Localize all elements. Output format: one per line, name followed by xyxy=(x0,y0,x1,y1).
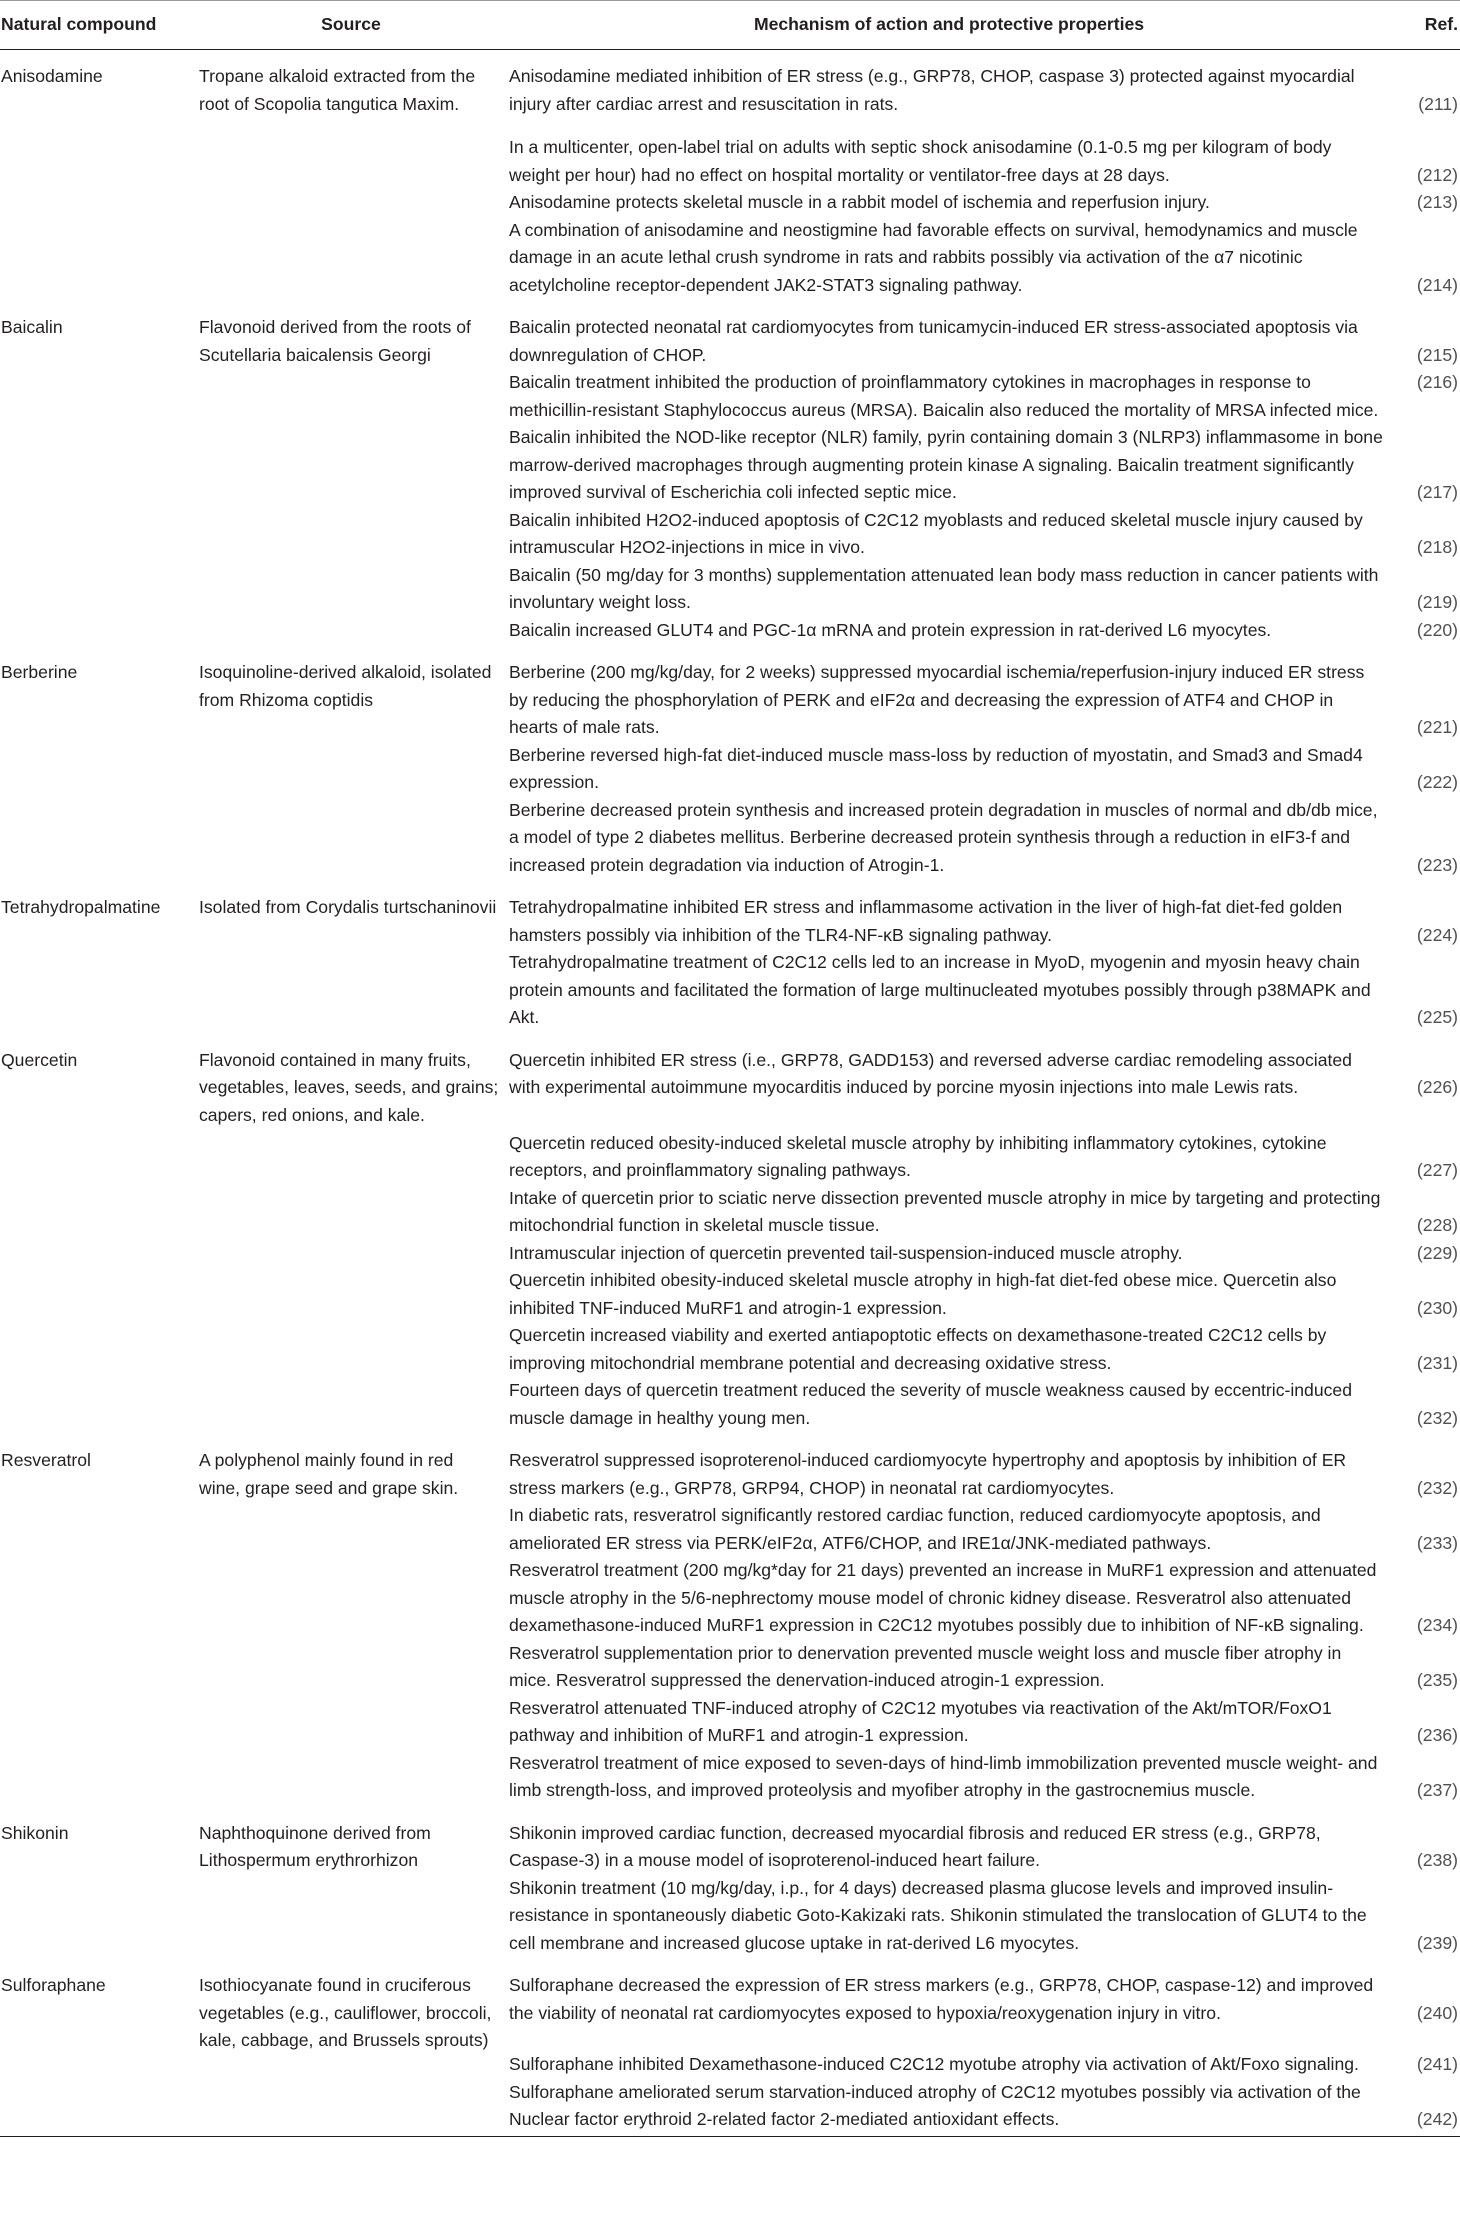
header-row xyxy=(0,1,1460,50)
reference-number: (216) xyxy=(1416,372,1458,392)
mechanism-text: Resveratrol attenuated TNF-induced atrophy of C2C12 myotubes via reactivation of the Akt/mTOR/FoxO1 pathway and inhibition of MuRF1 and atrogin-1 expression. xyxy=(509,1697,1332,1745)
mechanism-text: Berberine decreased protein synthesis and increased protein degradation in muscles of normal and db/db mice, a model of type 2 diabetes mellitus. Berberine decreased protein synthesis through a reduction in eIF3-f and increased protein degradation via induction of Atrogin-1. xyxy=(509,799,1378,875)
mechanism-text: Tetrahydropalmatine treatment of C2C12 cells led to an increase in MyoD, myogenin and myosin heavy chain protein amounts and facilitated the formation of large multinucleated myotubes possibly through p38MAPK and Akt. xyxy=(509,952,1371,1027)
mechanism-entry xyxy=(509,314,1460,369)
mechanism-entry xyxy=(509,424,1460,507)
header-mechanism: Mechanism of action and protective properties xyxy=(753,14,1145,35)
reference-number: (218) xyxy=(1416,537,1458,557)
table-row xyxy=(0,881,1460,1034)
mechanism-text: Sulforaphane decreased the expression of ER stress markers (e.g., GRP78, CHOP, caspase-12) and improved the viability of neonatal rat cardiomyocytes exposed to hypoxia/reoxygenation injury in vitro. xyxy=(509,1975,1374,2023)
mechanism-cell xyxy=(509,1807,1460,1960)
mechanism-entry xyxy=(509,63,1460,118)
reference-number: (240) xyxy=(1416,2002,1458,2023)
compound-source: Isothiocyanate found in cruciferous vegetables (e.g., cauliflower, broccoli, kale, cabbage, and Brussels sprouts) xyxy=(193,1959,509,2136)
mechanism-entry xyxy=(509,1820,1460,1875)
table-body xyxy=(0,50,1460,2137)
compound-source: Isoquinoline-derived alkaloid, isolated from Rhizoma coptidis xyxy=(199,662,492,710)
reference-number: (214) xyxy=(1416,274,1458,295)
mechanism-entry xyxy=(509,742,1460,797)
reference-number: (211) xyxy=(1418,93,1458,114)
reference-number: (221) xyxy=(1416,717,1458,737)
mechanism-entry xyxy=(509,1322,1460,1377)
mechanism-text: Sulforaphane ameliorated serum starvation-induced atrophy of C2C12 myotubes possibly via activation of the Nuclear factor erythroid 2-related factor 2-mediated antioxidant effects. xyxy=(509,2081,1361,2129)
mechanism-entry xyxy=(509,2079,1460,2134)
reference-number: (238) xyxy=(1416,1850,1458,1870)
reference-number: (217) xyxy=(1416,482,1458,502)
table-row xyxy=(0,301,1460,646)
mechanism-text: Fourteen days of quercetin treatment reduced the severity of muscle weakness caused by eccentric-induced muscle damage in healthy young men. xyxy=(509,1380,1352,1428)
mechanism-text: Baicalin (50 mg/day for 3 months) supplementation attenuated lean body mass reduction in cancer patients with involuntary weight loss. xyxy=(509,564,1379,612)
table-row xyxy=(0,646,1460,881)
table-row xyxy=(0,1807,1460,1960)
mechanism-text: Quercetin reduced obesity-induced skeletal muscle atrophy by inhibiting inflammatory cytokines, cytokine receptors, and proinflammatory signaling pathways. xyxy=(509,1132,1327,1180)
mechanism-cell xyxy=(509,1959,1460,2136)
reference-number: (229) xyxy=(1416,1242,1458,1263)
table-row xyxy=(0,1434,1460,1807)
mechanism-text: Tetrahydropalmatine inhibited ER stress and inflammasome activation in the liver of high-fat diet-fed golden hamsters possibly via inhibition of the TLR4-NF-κB signaling pathway. xyxy=(509,897,1343,945)
compound-source: Isolated from Corydalis turtschaninovii xyxy=(199,897,497,917)
compound-name: Resveratrol xyxy=(1,1450,91,1470)
reference-number: (226) xyxy=(1416,1077,1458,1097)
mechanism-entry xyxy=(509,507,1460,562)
reference-number: (234) xyxy=(1416,1615,1458,1635)
table-header xyxy=(0,1,1460,50)
mechanism-entry xyxy=(509,1557,1460,1640)
mechanism-entry xyxy=(509,894,1460,949)
mechanism-entry xyxy=(509,369,1460,424)
mechanism-cell xyxy=(509,646,1460,881)
mechanism-text: Intake of quercetin prior to sciatic nerve dissection prevented muscle atrophy in mice by targeting and protecting mitochondrial function in skeletal muscle tissue. xyxy=(509,1187,1381,1235)
mechanism-entry xyxy=(509,2051,1460,2079)
mechanism-text: Resveratrol suppressed isoproterenol-induced cardiomyocyte hypertrophy and apoptosis by inhibition of ER stress markers (e.g., GRP78, GRP94, CHOP) in neonatal rat cardiomyocytes. xyxy=(509,1450,1347,1498)
compound-name: Anisodamine xyxy=(1,66,103,86)
header-ref: Ref. xyxy=(1424,14,1458,35)
mechanism-text: Intramuscular injection of quercetin prevented tail-suspension-induced muscle atrophy. xyxy=(509,1242,1183,1263)
table-row xyxy=(0,50,1460,302)
mechanism-entry xyxy=(509,1267,1460,1322)
mechanism-text: Resveratrol treatment (200 mg/kg*day for 21 days) prevented an increase in MuRF1 expression and attenuated muscle atrophy in the 5/6-nephrectomy mouse model of chronic kidney disease. Resveratrol also attenuated dexamethasone-induced MuRF1 expression in C2C12 myotubes possibly due to inhibition of NF-κB signaling. xyxy=(509,1560,1377,1635)
mechanism-entry xyxy=(509,217,1460,300)
mechanism-cell xyxy=(509,881,1460,1034)
mechanism-entry xyxy=(509,1130,1460,1185)
mechanism-entry xyxy=(509,1695,1460,1750)
reference-number: (220) xyxy=(1416,619,1458,640)
mechanism-entry xyxy=(509,1047,1460,1102)
mechanism-entry xyxy=(509,1640,1460,1695)
mechanism-text: Quercetin inhibited obesity-induced skeletal muscle atrophy in high-fat diet-fed obese mice. Quercetin also inhibited TNF-induced MuRF1 and atrogin-1 expression. xyxy=(509,1270,1337,1318)
reference-number: (230) xyxy=(1416,1297,1458,1318)
mechanism-entry xyxy=(509,134,1460,189)
mechanism-entry xyxy=(509,659,1460,742)
mechanism-entry xyxy=(509,797,1460,880)
mechanism-text: Baicalin inhibited H2O2-induced apoptosis of C2C12 myoblasts and reduced skeletal muscle injury caused by intramuscular H2O2-injections in mice in vivo. xyxy=(509,509,1363,557)
mechanism-entry xyxy=(509,1447,1460,1502)
mechanism-entry xyxy=(509,1750,1460,1805)
reference-number: (241) xyxy=(1416,2054,1458,2074)
mechanism-text: Baicalin protected neonatal rat cardiomyocytes from tunicamycin-induced ER stress-associated apoptosis via downregulation of CHOP. xyxy=(509,317,1358,365)
reference-number: (219) xyxy=(1416,592,1458,612)
mechanism-entry xyxy=(509,1875,1460,1958)
mechanism-entry xyxy=(509,1377,1460,1432)
reference-number: (237) xyxy=(1416,1780,1458,1800)
mechanism-entry xyxy=(509,949,1460,1032)
compound-name: Tetrahydropalmatine xyxy=(1,897,161,917)
mechanism-entry xyxy=(509,562,1460,617)
reference-number: (225) xyxy=(1416,1007,1458,1027)
mechanism-entry xyxy=(509,1240,1460,1268)
mechanism-text: Baicalin inhibited the NOD-like receptor (NLR) family, pyrin containing domain 3 (NLRP3) inflammasome in bone marrow-derived macrophages through augmenting protein kinase A signaling. Baicalin treatment significantly improved survival of Escherichia coli infected septic mice. xyxy=(509,427,1383,502)
mechanism-text: Baicalin treatment inhibited the production of proinflammatory cytokines in macrophages in response to methicillin-resistant Staphylococcus aureus (MRSA). Baicalin also reduced the mortality of MRSA infected mice. xyxy=(509,372,1379,420)
reference-number: (212) xyxy=(1416,164,1458,185)
mechanism-text: In diabetic rats, resveratrol significantly restored cardiac function, reduced cardiomyocyte apoptosis, and ameliorated ER stress via PERK/eIF2α, ATF6/CHOP, and IRE1α/JNK-mediated pathways. xyxy=(509,1505,1321,1553)
reference-number: (223) xyxy=(1416,854,1458,875)
compound-name: Sulforaphane xyxy=(0,1959,193,2136)
compound-source: A polyphenol mainly found in red wine, grape seed and grape skin. xyxy=(199,1450,459,1498)
mechanism-text: Anisodamine protects skeletal muscle in a rabbit model of ischemia and reperfusion injury. xyxy=(509,192,1210,212)
mechanism-cell xyxy=(509,50,1460,302)
mechanism-text: Shikonin improved cardiac function, decreased myocardial fibrosis and reduced ER stress (e.g., GRP78, Caspase-3) in a mouse model of isoproterenol-induced heart failure. xyxy=(509,1822,1321,1870)
mechanism-entry xyxy=(509,189,1460,217)
compound-source: Naphthoquinone derived from Lithospermum erythrorhizon xyxy=(199,1822,431,1870)
reference-number: (236) xyxy=(1416,1725,1458,1745)
mechanism-text: Resveratrol supplementation prior to denervation prevented muscle weight loss and muscle fiber atrophy in mice. Resveratrol suppressed the denervation-induced atrogin-1 expression. xyxy=(509,1642,1342,1690)
compound-source: Tropane alkaloid extracted from the root of Scopolia tangutica Maxim. xyxy=(199,66,476,114)
mechanism-entry xyxy=(509,1972,1460,2027)
reference-number: (222) xyxy=(1416,772,1458,792)
mechanism-cell xyxy=(509,301,1460,646)
mechanism-text: Quercetin increased viability and exerted antiapoptotic effects on dexamethasone-treated C2C12 cells by improving mitochondrial membrane potential and decreasing oxidative stress. xyxy=(509,1325,1327,1373)
reference-number: (227) xyxy=(1416,1160,1458,1180)
mechanism-entry xyxy=(509,617,1460,645)
mechanism-text: Sulforaphane inhibited Dexamethasone-induced C2C12 myotube atrophy via activation of Akt/Foxo signaling. xyxy=(509,2054,1359,2074)
mechanism-entry xyxy=(509,1185,1460,1240)
reference-number: (242) xyxy=(1416,2109,1458,2129)
mechanism-text: Shikonin treatment (10 mg/kg/day, i.p., for 4 days) decreased plasma glucose levels and improved insulin-resistance in spontaneously diabetic Goto-Kakizaki rats. Shikonin stimulated the translocation of GLUT4 to the cell membrane and increased glucose uptake in rat-derived L6 myocytes. xyxy=(509,1877,1367,1953)
mechanism-text: Resveratrol treatment of mice exposed to seven-days of hind-limb immobilization prevented muscle weight- and limb strength-loss, and improved proteolysis and myofiber atrophy in the gastrocnemius muscle. xyxy=(509,1752,1378,1800)
reference-number: (233) xyxy=(1416,1532,1458,1553)
compound-source: Flavonoid contained in many fruits, vegetables, leaves, seeds, and grains; capers, red onions, and kale. xyxy=(199,1049,499,1125)
reference-number: (231) xyxy=(1416,1352,1458,1373)
mechanism-cell xyxy=(509,1034,1460,1435)
reference-number: (215) xyxy=(1416,344,1458,365)
reference-number: (228) xyxy=(1416,1215,1458,1235)
mechanism-text: Berberine (200 mg/kg/day, for 2 weeks) suppressed myocardial ischemia/reperfusion-injury induced ER stress by reducing the phosphorylation of PERK and eIF2α and decreasing the expression of ATF4 and CHOP in hearts of male rats. xyxy=(509,662,1365,737)
header-natural-compound: Natural compound xyxy=(1,14,157,35)
mechanism-text: Quercetin inhibited ER stress (i.e., GRP78, GADD153) and reversed adverse cardiac remodeling associated with experimental autoimmune myocarditis induced by porcine myosin injections into male Lewis rats. xyxy=(509,1049,1352,1097)
mechanism-text: In a multicenter, open-label trial on adults with septic shock anisodamine (0.1-0.5 mg per kilogram of body weight per hour) had no effect on hospital mortality or ventilator-free days at 28 days. xyxy=(509,137,1332,185)
mechanism-text: A combination of anisodamine and neostigmine had favorable effects on survival, hemodynamics and muscle damage in an acute lethal crush syndrome in rats and rabbits possibly via activation of the α7 nicotinic acetylcholine receptor-dependent JAK2-STAT3 signaling pathway. xyxy=(509,219,1358,295)
reference-number: (232) xyxy=(1416,1407,1458,1428)
compound-source: Flavonoid derived from the roots of Scutellaria baicalensis Georgi xyxy=(199,317,471,365)
compound-name: Shikonin xyxy=(1,1822,69,1843)
table-row xyxy=(0,1034,1460,1435)
table-row xyxy=(0,1959,1460,2136)
compound-name: Berberine xyxy=(1,662,78,682)
reference-number: (239) xyxy=(1416,1932,1458,1953)
mechanism-text: Berberine reversed high-fat diet-induced muscle mass-loss by reduction of myostatin, and Smad3 and Smad4 expression. xyxy=(509,744,1363,792)
mechanism-cell xyxy=(509,1434,1460,1807)
mechanism-text: Baicalin increased GLUT4 and PGC-1α mRNA and protein expression in rat-derived L6 myocytes. xyxy=(509,619,1272,640)
reference-number: (224) xyxy=(1416,924,1458,945)
mechanism-entry xyxy=(509,1502,1460,1557)
compound-name: Quercetin xyxy=(1,1049,78,1070)
compound-name: Baicalin xyxy=(1,317,63,337)
header-source: Source xyxy=(321,14,381,35)
mechanism-text: Anisodamine mediated inhibition of ER stress (e.g., GRP78, CHOP, caspase 3) protected against myocardial injury after cardiac arrest and resuscitation in rats. xyxy=(509,66,1355,114)
reference-number: (232) xyxy=(1416,1477,1458,1498)
reference-number: (213) xyxy=(1416,192,1458,212)
reference-number: (235) xyxy=(1416,1670,1458,1690)
